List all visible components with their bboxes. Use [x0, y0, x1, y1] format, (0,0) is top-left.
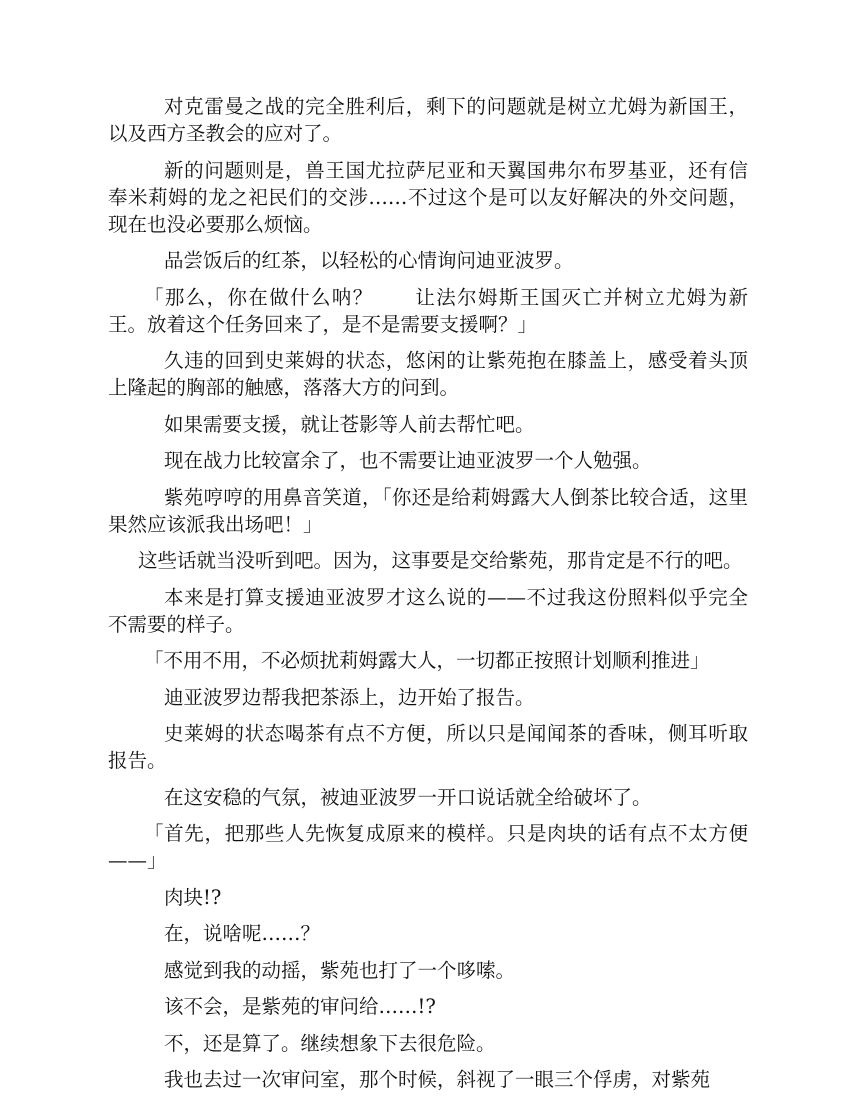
paragraph: 「首先，把那些人先恢复成原来的模样。只是肉块的话有点不太方便——」: [108, 822, 748, 872]
paragraph: 紫苑哼哼的用鼻音笑道，「你还是给莉姆露大人倒茶比较合适，这里果然应该派我出场吧！」: [108, 485, 748, 536]
paragraph: 不，还是算了。继续想象下去很危险。: [164, 1031, 496, 1055]
paragraph: 如果需要支援，就让苍影等人前去帮忙吧。: [164, 412, 535, 436]
paragraph: 新的问题则是，兽王国尤拉萨尼亚和天翼国弗尔布罗基亚，还有信奉米莉姆的龙之祀民们的交涉……不过这个是可以友好解决的外交问题，现在也没必要那么烦恼。: [108, 158, 748, 236]
paragraph: 迪亚波罗边帮我把茶添上，边开始了报告。: [164, 685, 535, 709]
paragraph: 史莱姆的状态喝茶有点不方便，所以只是闻闻茶的香味，侧耳听取报告。: [108, 722, 748, 772]
paragraph: 久违的回到史莱姆的状态，悠闲的让紫苑抱在膝盖上，感受着头顶上隆起的胸部的触感，落落大方的问到。: [108, 349, 748, 399]
paragraph: 在，说啥呢……？: [164, 922, 321, 945]
paragraph: 感觉到我的动摇，紫苑也打了一个哆嗦。: [164, 958, 516, 982]
paragraph: 本来是打算支援迪亚波罗才这么说的——不过我这份照料似乎完全不需要的样子。: [108, 585, 748, 636]
paragraph: 我也去过一次审问室，那个时候，斜视了一眼三个俘虏，对紫苑: [164, 1068, 711, 1091]
paragraph: 在这安稳的气氛，被迪亚波罗一开口说话就全给破坏了。: [164, 785, 652, 809]
paragraph: 该不会，是紫苑的审问给……!?: [164, 995, 436, 1018]
paragraph: 这些话就当没听到吧。因为，这事要是交给紫苑，那肯定是不行的吧。: [138, 549, 743, 572]
paragraph: 品尝饭后的红茶，以轻松的心情询问迪亚波罗。: [164, 249, 574, 272]
paragraph: 「不用不用，不必烦扰莉姆露大人，一切都正按照计划顺利推进」: [144, 649, 710, 672]
paragraph: 现在战力比较富余了，也不需要让迪亚波罗一个人勉强。: [164, 449, 652, 472]
paragraph: 肉块!?: [164, 885, 222, 909]
paragraph: 对克雷曼之战的完全胜利后，剩下的问题就是树立尤姆为新国王，以及西方圣教会的应对了。: [108, 95, 748, 145]
paragraph: 「那么，你在做什么呐？ 让法尔姆斯王国灭亡并树立尤姆为新王。放着这个任务回来了，是不是需要支援啊？」: [108, 285, 748, 336]
body-text: [108, 93, 748, 1103]
